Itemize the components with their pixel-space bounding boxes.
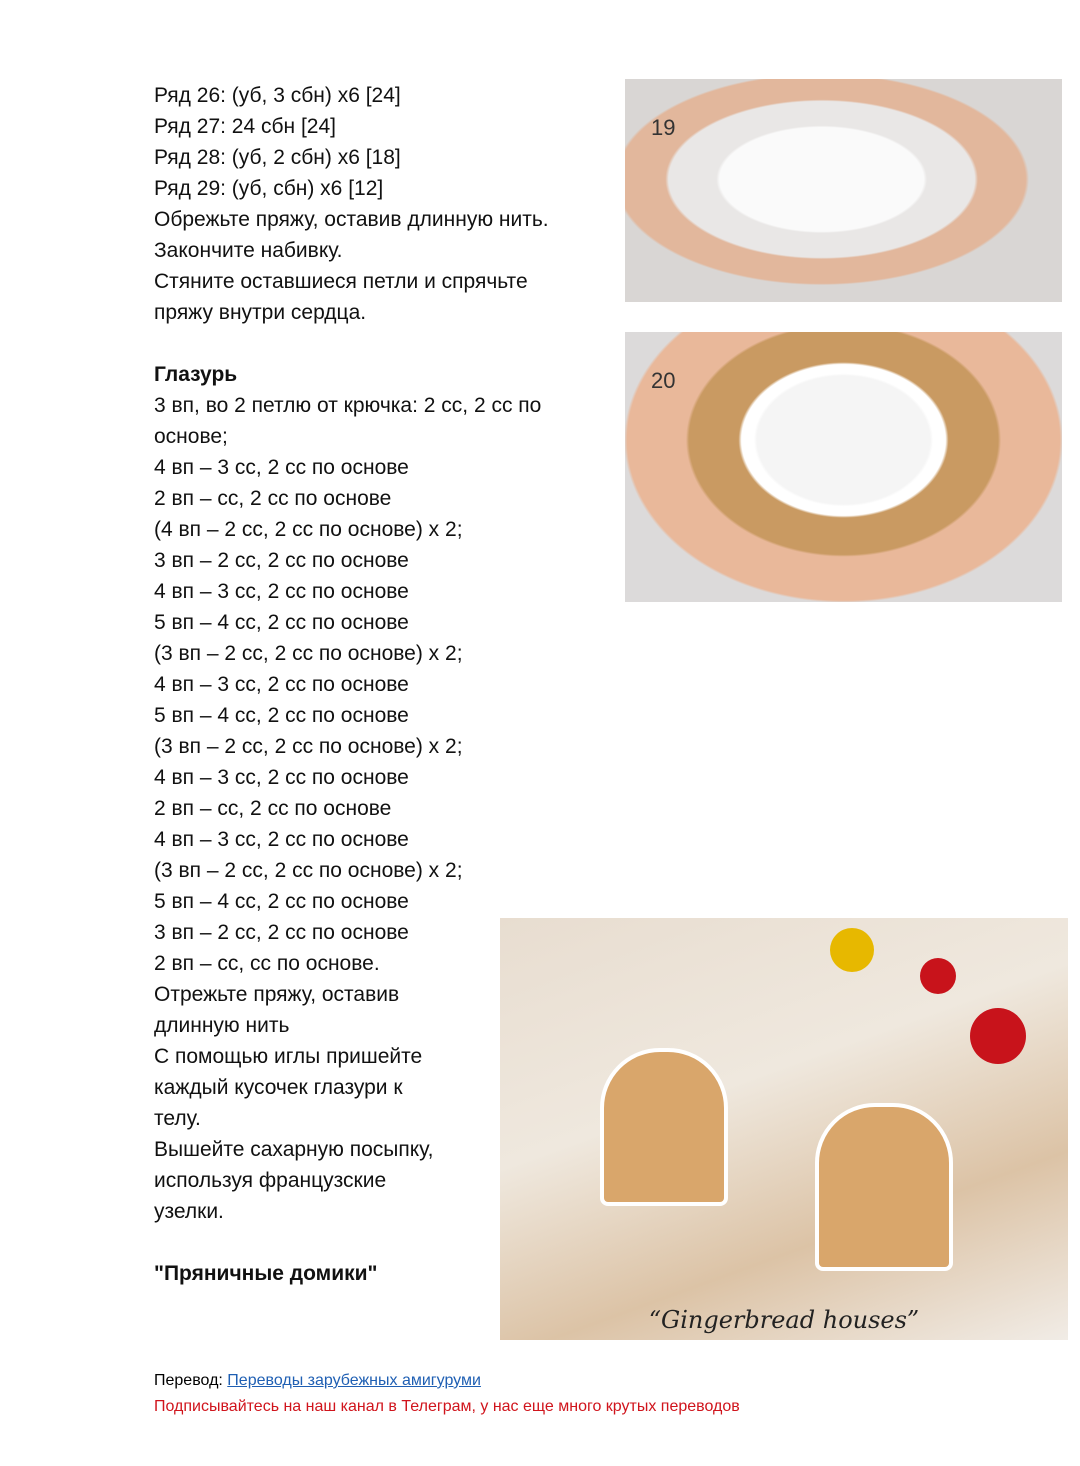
- text-line: Ряд 28: (уб, 2 сбн) х6 [18]: [154, 146, 401, 169]
- text-line: 4 вп – 3 сс, 2 сс по основе: [154, 828, 409, 851]
- text-line: каждый кусочек глазури к: [154, 1076, 403, 1099]
- text-line: 5 вп – 4 сс, 2 сс по основе: [154, 704, 409, 727]
- text-line: 2 вп – сс, сс по основе.: [154, 952, 380, 975]
- text-line: 3 вп – 2 сс, 2 сс по основе: [154, 549, 409, 572]
- text-line: Ряд 29: (уб, сбн) х6 [12]: [154, 177, 384, 200]
- photo-caption: “Gingerbread houses”: [648, 1306, 920, 1334]
- text-line: Ряд 26: (уб, 3 сбн) х6 [24]: [154, 84, 401, 107]
- ornament-red: [920, 958, 956, 994]
- text-line: используя французские: [154, 1169, 387, 1192]
- text-line: Стяните оставшиеся петли и спрячьте: [154, 270, 528, 293]
- text-line: 4 вп – 3 сс, 2 сс по основе: [154, 673, 409, 696]
- subscribe-text: Подписывайтесь на наш канал в Телеграм, у нас еще много крутых переводов: [154, 1398, 740, 1415]
- text-line: основе;: [154, 425, 228, 448]
- photo-step-20: [625, 332, 1062, 602]
- ornament-red: [970, 1008, 1026, 1064]
- step-number: 19: [651, 115, 676, 140]
- text-line: 3 вп, во 2 петлю от крючка: 2 сс, 2 сс по: [154, 394, 542, 417]
- text-line: Отрежьте пряжу, оставив: [154, 983, 400, 1006]
- text-line: (3 вп – 2 сс, 2 сс по основе) х 2;: [154, 735, 463, 758]
- section-heading: "Пряничные домики": [154, 1262, 378, 1285]
- text-line: Обрежьте пряжу, оставив длинную нить.: [154, 208, 549, 231]
- footer: [154, 1368, 740, 1420]
- gingerbread-house-left: [600, 1048, 728, 1206]
- ornament-gold: [830, 928, 874, 972]
- photo-step-19: [625, 79, 1062, 302]
- text-line: 4 вп – 3 сс, 2 сс по основе: [154, 766, 409, 789]
- text-line: Закончите набивку.: [154, 239, 343, 262]
- text-line: 2 вп – сс, 2 сс по основе: [154, 487, 392, 510]
- text-line: (4 вп – 2 сс, 2 сс по основе) х 2;: [154, 518, 463, 541]
- translation-link[interactable]: Переводы зарубежных амигуруми: [227, 1372, 481, 1389]
- text-line: Вышейте сахарную посыпку,: [154, 1138, 434, 1161]
- text-line: (3 вп – 2 сс, 2 сс по основе) х 2;: [154, 859, 463, 882]
- text-line: 4 вп – 3 сс, 2 сс по основе: [154, 456, 409, 479]
- text-line: Ряд 27: 24 сбн [24]: [154, 115, 336, 138]
- text-line: 3 вп – 2 сс, 2 сс по основе: [154, 921, 409, 944]
- text-line: 5 вп – 4 сс, 2 сс по основе: [154, 611, 409, 634]
- photo-gingerbread-houses: [500, 918, 1068, 1340]
- step-number: 20: [651, 368, 676, 393]
- section-heading: Глазурь: [154, 363, 238, 386]
- translation-label: Перевод:: [154, 1372, 228, 1389]
- text-line: телу.: [154, 1107, 201, 1130]
- text-line: узелки.: [154, 1200, 224, 1223]
- text-line: 4 вп – 3 сс, 2 сс по основе: [154, 580, 409, 603]
- text-line: С помощью иглы пришейте: [154, 1045, 423, 1068]
- text-line: 2 вп – сс, 2 сс по основе: [154, 797, 392, 820]
- text-line: 5 вп – 4 сс, 2 сс по основе: [154, 890, 409, 913]
- text-line: длинную нить: [154, 1014, 290, 1037]
- gingerbread-house-right: [815, 1103, 953, 1271]
- text-line: [154, 328, 614, 359]
- text-line: пряжу внутри сердца.: [154, 301, 367, 324]
- text-line: (3 вп – 2 сс, 2 сс по основе) х 2;: [154, 642, 463, 665]
